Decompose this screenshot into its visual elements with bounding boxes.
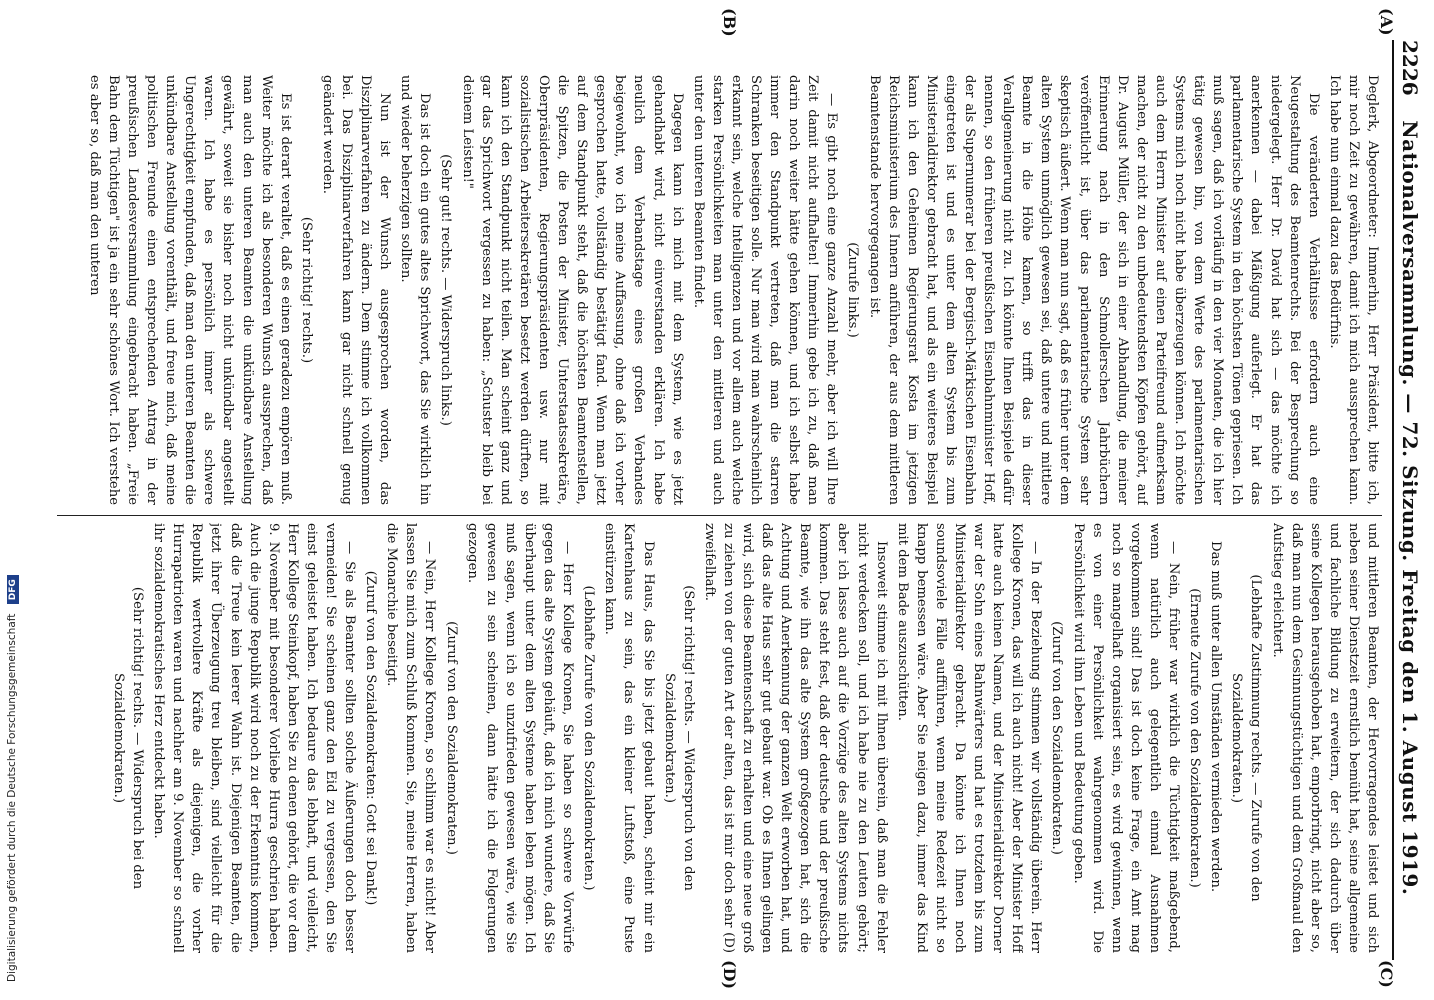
paragraph: Insoweit stimme ich mit Ihnen überein, daß man die Fehler nicht verdecken soll, und ich habe nie zu den Leuten gehört; aber ich lasse auch auf die Vorzüge des alten Systems nichts kommen. Das steht fest, daß der deutsche und der preußische Beamte, wie ihn das alte System großgezogen hat, sich die Achtung und Anerkennung der ganzen Welt erworben hat, und daß das alte Haus sehr gut gebaut war. Ob es Ihnen gelingen wird, sich diese Beamtenschaft zu erhalten und eine neue groß zu ziehen von der guten Art der alten, das ist mir doch sehr (D) zweifelhaft.: [701, 523, 889, 953]
margin-marker-c: (C): [1377, 960, 1396, 988]
interjection: (Sehr richtig! rechts. — Widerspruch bei den Sozialdemokraten.): [111, 586, 146, 890]
paragraph: Es ist derart veraltet, daß es einen geradezu empören muß. Weiter möchte ich als besonderen Wunsch aussprechen, daß man auch den unteren Beamten die unkündbare Anstellung gewährt, soweit sie bisher noch nicht unkündbar angestellt waren. Ich habe es persönlich immer als schwere Ungerechtigkeit empfunden, daß man den unteren Beamten die unkündbare Anstellung vorenthält, und freue mich, daß meine politischen Freunde einen entsprechenden Antrag in der preußischen Landesversammlung eingebracht haben. „Freie Bahn dem Tüchtigen" ist ja ein sehr schönes Wort. Ich verstehe es aber so, daß man den unteren: [86, 75, 293, 505]
paragraph: Das Haus, das Sie bis jetzt gebaut haben, scheint mir ein Kartenhaus zu sein, das ein kleiner Luftstoß, eine Puste einstürzen kann.: [602, 523, 656, 953]
interjection: (Sehr gut! rechts. — Widerspruch links.): [438, 154, 454, 426]
paragraph: Die veränderten Verhältnisse erfordern auch eine Neugestaltung des Beamtenrechts. Bei der Besprechung so niedergelegt. Herr Dr. David hat sich — das möchte ich anerkennen — dabei Mäßigung auferlegt. Er hat das parlamentarische System in den höchsten Tönen gepriesen. Ich muß sagen, daß ich vorläufig in den vier Monaten, die ich hier tätig gewesen bin, von dem Werte des parlamentarischen Systems mich noch nicht habe überzeugen können. Ich möchte auch dem Herrn Minister auf einen Parteifreund aufmerksam machen, der nicht zu den unbedeutendsten Köpfen gehört, auf Dr. August Müller, der sich in einer Abhandlung, die meiner Erinnerung nach in den Schmollerschen Jahrbüchern veröffentlicht ist, über das parlamentarische System sehr skeptisch äußert. Wenn man nun sagt, daß es früher unter dem alten System unmöglich gewesen sei, daß untere und mittlere Beamte in die Höhe kamen, so trifft das in dieser Verallgemeinerung nicht zu. Ich könnte Ihnen Beispiele dafür nennen, so den früheren preußischen Eisenbahnminister Hoff, der als Supernumerar bei der Bergisch-Märkischen Eisenbahn eingetreten ist und es unter dem alten System bis zum Ministerialdirektor gebracht hat, und als ein weiteres Beispiel kann ich den Geheimen Regierungsrat Kosta im jetzigen Reichsministerium des Innern anführen, der aus dem mittleren Beamtenstande hervorgegangen ist.: [866, 75, 1321, 505]
paragraph: Das muß unter allen Umständen vermieden werden.: [1208, 541, 1224, 893]
page-header: [1392, 40, 1426, 960]
credit-text: Digitalisierung gefördert durch die Deutsche Forschungsgemeinschaft: [6, 613, 18, 982]
margin-marker-d: (D): [720, 960, 739, 990]
dfg-logo: DFG: [7, 575, 19, 604]
paragraph: — In der Beziehung stimmen wir vollständig überein. Herr Kollege Kronen, das will ich auch nicht! Aber der Minister Hoff hatte auch keinen Namen, und der Ministerialdirektor Dorner war der Sohn eines Bahnwärters und hat es trotzdem bis zum Ministerialdirektor gebracht. Da könnte ich Ihnen noch soundsoviele Fälle aufführen, wenn meine Redezeit nicht so knapp bemessen wäre. Aber Sie neigen dazu, immer das Kind mit dem Bade auszuschütten.: [894, 523, 1044, 953]
interjection: (Lebhafte Zustimmung rechts. — Zurufe von den Sozialdemokraten.): [1229, 574, 1264, 902]
paragraph: — Sie als Beamter sollten solche Äußerungen doch besser vermeiden! Sie scheinen ganz den Eid zu vergessen, den Sie einst geleistet haben. Ich bedaure das lebhaft, und vielleicht, Herr Kollege Steinkopf, haben Sie zu denen gehört, die vor dem 9. November mit besonderer Vorliebe Hurra geschrien haben. Auch die junge Republik wird noch zu der Erkenntnis kommen, daß die Treue kein leerer Wahn ist. Diejenigen Beamten, die jetzt ihrer Überzeugung treu bleiben, sind vielleicht für die Republik wertvollere Kräfte als diejenigen, die vorher Hurrapatrioten waren und nachher am 9. November so schnell ihr sozialdemokratisches Herz entdeckt haben.: [151, 523, 358, 953]
interjection: (Erneute Zurufe von den Sozialdemokraten.): [1187, 588, 1203, 888]
interjection: (Sehr richtig! rechts.): [298, 216, 314, 364]
paragraph: — Es gibt noch eine ganze Anzahl mehr, aber ich will Ihre Zeit damit nicht aufhalten! Immerhin gebe ich zu, daß man darin noch weiter hätte gehen können, und ich selbst habe immer den Standpunkt vertreten, daß man die starren Schranken beseitigen solle. Nur man wird man wahrscheinlich erkannt sein, welche Intelligenzen und vor allem auch welche starken Persönlichkeiten man unter den mittleren und auch unter den unteren Beamten findet.: [690, 75, 840, 505]
paragraph: Dagegen kann ich mich mit dem System, wie es jetzt gehandhabt wird, nicht einverstanden erklären. Ich habe neulich dem Verbandstage eines großen Verbandes beigewohnt, wo ich meine Auffassung, ohne daß ich vorher gesprochen hatte, vollständig bestätigt fand. Wenn man jetzt auf dem Standpunkt steht, daß die höchsten Beamtenstellen, die Spitzen, die Posten der Minister, Unterstaatssekretäre, Oberpräsidenten, Regierungspräsidenten usw. nur mit sozialistischen Arbeitersekretären besetzt werden dürften, so kann ich den Standpunkt nicht teilen. Man scheint ganz und gar das Sprichwort vergessen zu haben: „Schuster bleib bei deinem Leisten!": [459, 75, 685, 505]
column-divider: [57, 515, 1382, 516]
interjection: (Sehr richtig! rechts. — Widerspruch von den Sozialdemokraten.): [661, 585, 696, 891]
paragraph: — Nein, Herr Kollege Kronen, so schlimm war es nicht! Aber lassen Sie mich zum Schluß kommen. Sie, meine Herren, haben die Monarchie beseitigt.: [384, 523, 438, 953]
margin-marker-b: (B): [720, 8, 739, 37]
paragraph: Das ist doch ein gutes altes Sprichwort, das Sie wirklich hin und wieder beherzigen sollten.: [398, 75, 433, 505]
page-title: Nationalversammlung. — 72. Sitzung. Freitag den 1. August 1919.: [1398, 120, 1422, 896]
paragraph: — Herr Kollege Kronen, Sie haben so schwere Vorwürfe gegen das alte System gehäuft, daß ich mich wundere, daß Sie überhaupt unter dem alten Systeme haben leben mögen. Ich muß sagen, wenn ich so unzufrieden gewesen wäre, wie Sie gewesen zu sein scheinen, dann hätte ich die Folgerungen gezogen.: [464, 523, 576, 953]
paragraph: Nun ist der Wunsch ausgesprochen worden, das Disziplinarverfahren zu ändern. Dem stimme ich vollkommen bei. Das Disziplinarverfahren kann gar nicht schnell genug geändert werden.: [319, 75, 393, 505]
interjection: (Zurufe links.): [845, 242, 861, 338]
interjection: (Lebhafte Zurufe von den Sozialdemokraten.): [581, 585, 597, 891]
page-number: 2226: [1398, 40, 1422, 96]
paragraph: Deglerk, Abgeordneter: Immerhin, Herr Präsident, bitte ich, mir noch Zeit zu gewähren, damit ich mich aussprechen kann. Ich habe nun einmal dazu das Bedürfnis.: [1326, 75, 1380, 505]
left-column: [57, 75, 1382, 505]
interjection: (Zuruf von den Sozialdemokraten.): [443, 621, 459, 855]
digitization-credit: [0, 0, 30, 1000]
paragraph: und mittleren Beamten, der Hervorragendes leistet und sich neben seiner Dienstzeit ernstlich bemüht hat, seine allgemeine und fachliche Bildung zu erweitern, der sich dadurch über seine Kollegen herausgehoben hat, emporbringt, nicht aber so, daß man nun dem Gesinnungstüchtigen und dem Großmaul den Aufstieg erleichtert.: [1269, 523, 1380, 953]
paragraph: — Nein, früher war wirklich die Tüchtigkeit maßgebend, wenn natürlich auch gelegentlich einmal Ausnahmen vorgekommen sind! Das ist doch keine Frage, ein Amt mag noch so mangelhaft organisiert sein, es wird gewinnen, wenn es von einer Persönlichkeit wahrgenommen wird. Die Persönlichkeit wird ihm Leben und Bedeutung geben.: [1070, 523, 1182, 953]
interjection: (Zuruf von den Sozialdemokraten: Gott sei Dank!): [363, 570, 379, 906]
right-column: [57, 523, 1382, 953]
interjection: (Zuruf von den Sozialdemokraten.): [1049, 621, 1065, 855]
margin-marker-a: (A): [1377, 8, 1396, 36]
